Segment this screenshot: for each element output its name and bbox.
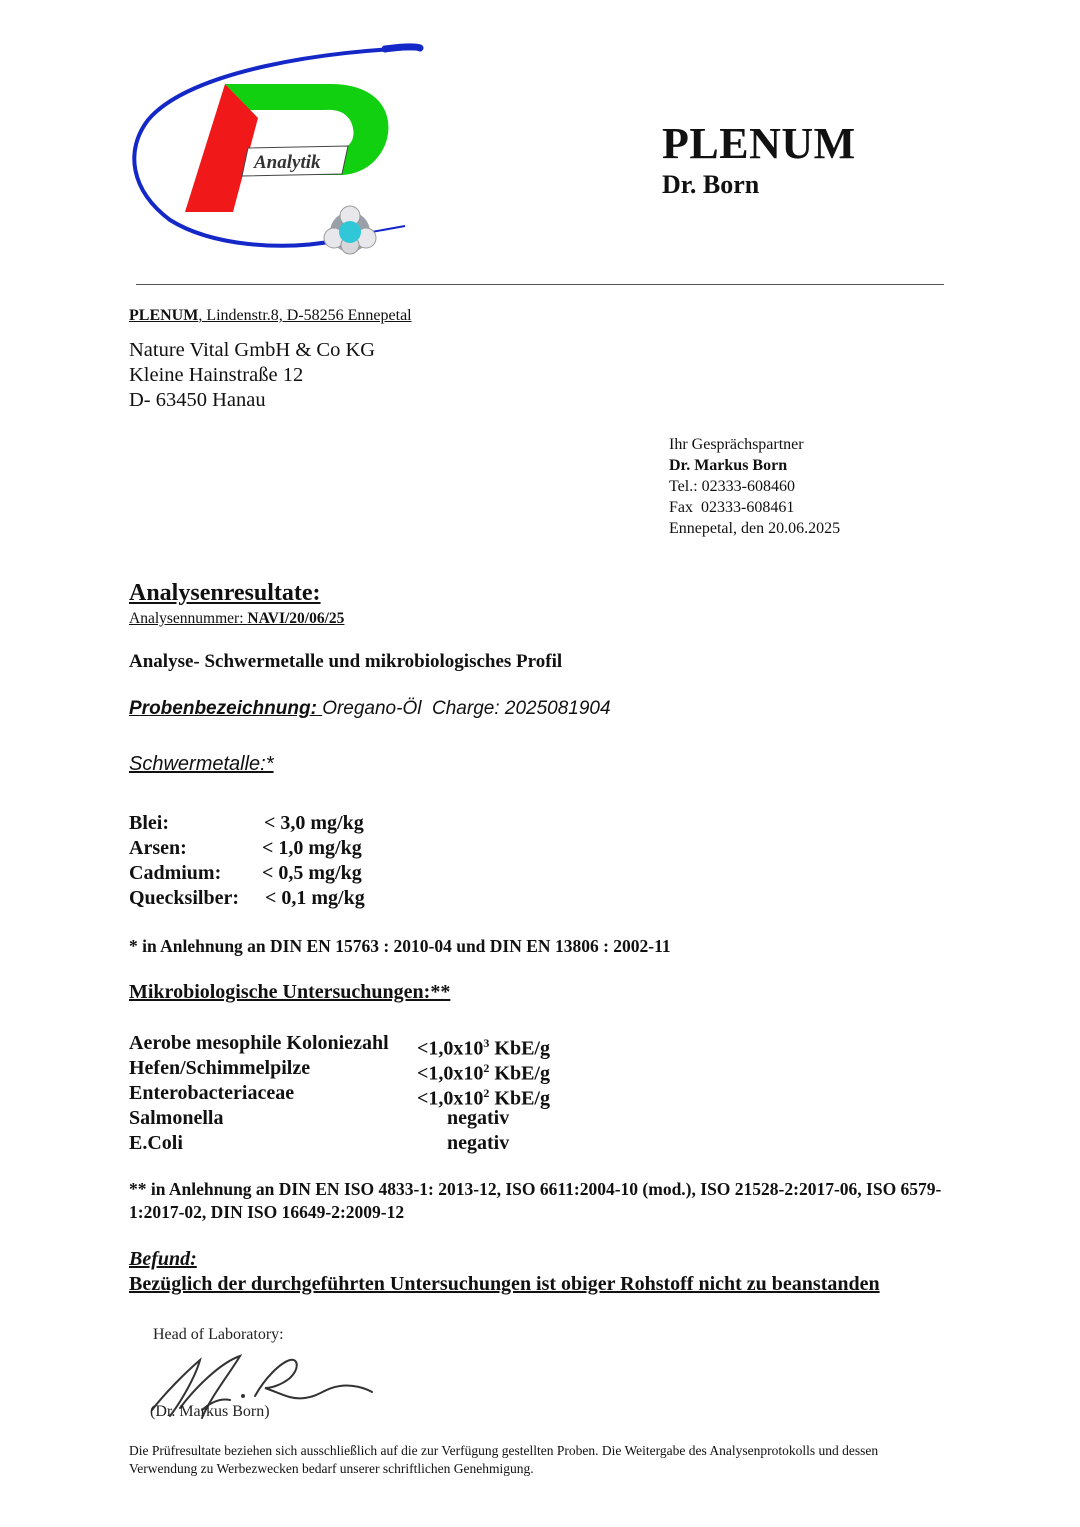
heavy-metal-value: < 0,1 mg/kg bbox=[265, 887, 365, 909]
sender-address-line bbox=[129, 307, 412, 325]
sample-label: Probenbezeichnung: bbox=[129, 698, 323, 719]
disclaimer-text: Die Prüfresultate beziehen sich ausschließlich auf die zur Verfügung gestellten Proben. Die Weitergabe des Analysenprotokolls und dessen Verwendung zu Werbezwecken bedarf unserer schriftlichen Genehmigung. bbox=[129, 1443, 879, 1476]
value-base: <1,0x10 bbox=[417, 1037, 484, 1060]
heavy-metal-label: Cadmium: bbox=[129, 862, 222, 884]
value-base: <1,0x10 bbox=[417, 1087, 484, 1110]
microbiology-label: Hefen/Schimmelpilze bbox=[129, 1057, 311, 1079]
signature-role: Head of Laboratory: bbox=[153, 1326, 284, 1343]
sample-designation bbox=[129, 698, 611, 720]
company-name: PLENUM bbox=[662, 119, 856, 168]
heavy-metal-value: < 1,0 mg/kg bbox=[262, 837, 362, 859]
microbiology-footnote: ** in Anlehnung an DIN EN ISO 4833-1: 2013-12, ISO 6611:2004-10 (mod.), ISO 21528-2:2017-06, ISO 6579-1:2017-02, DIN ISO 16649-2:2009-12 bbox=[129, 1179, 942, 1222]
value-unit: KbE/g bbox=[489, 1062, 550, 1085]
microbiology-result: negativ bbox=[447, 1107, 510, 1129]
heavy-metal-label: Quecksilber: bbox=[129, 887, 239, 909]
analysis-number-value: NAVI/20/06/25 bbox=[247, 610, 345, 627]
microbiology-heading: Mikrobiologische Untersuchungen:** bbox=[129, 981, 451, 1003]
recipient-line-2: Kleine Hainstraße 12 bbox=[129, 364, 304, 386]
heavy-metal-value: < 0,5 mg/kg bbox=[262, 862, 362, 884]
value-exponent: 3 bbox=[483, 1036, 490, 1050]
analysis-title: Analysenresultate: bbox=[129, 580, 321, 606]
company-subtitle: Dr. Born bbox=[662, 170, 760, 199]
recipient-address bbox=[129, 338, 375, 413]
value-exponent: 2 bbox=[483, 1061, 490, 1075]
heavy-metals-heading: Schwermetalle:* bbox=[129, 753, 274, 775]
value-unit: KbE/g bbox=[489, 1037, 550, 1060]
sample-value: Oregano-Öl Charge: 2025081904 bbox=[322, 698, 611, 719]
microbiology-label: Salmonella bbox=[129, 1107, 224, 1129]
analysis-number-line bbox=[129, 610, 344, 628]
value-unit: KbE/g bbox=[489, 1087, 550, 1110]
plenum-analytik-logo bbox=[130, 40, 430, 265]
contact-name: Dr. Markus Born bbox=[669, 457, 788, 474]
value-exponent: 2 bbox=[483, 1086, 490, 1100]
microbiology-result: negativ bbox=[447, 1132, 510, 1154]
heavy-metal-label: Arsen: bbox=[129, 837, 187, 859]
microbiology-label: E.Coli bbox=[129, 1132, 183, 1154]
sender-address: , Lindenstr.8, D-58256 Ennepetal bbox=[198, 307, 412, 324]
heavy-metal-value: < 3,0 mg/kg bbox=[264, 812, 364, 834]
contact-block bbox=[669, 434, 840, 539]
header-divider bbox=[136, 284, 944, 285]
microbiology-label: Enterobacteriaceae bbox=[129, 1082, 295, 1104]
heavy-metal-label: Blei: bbox=[129, 812, 169, 834]
recipient-line-1: Nature Vital GmbH & Co KG bbox=[129, 339, 376, 361]
sender-name: PLENUM bbox=[129, 307, 199, 324]
recipient-line-3: D- 63450 Hanau bbox=[129, 389, 266, 411]
analysis-subject: Analyse- Schwermetalle und mikrobiologisches Profil bbox=[129, 651, 563, 672]
contact-place-date: Ennepetal, den 20.06.2025 bbox=[669, 520, 841, 537]
finding-text: Bezüglich der durchgeführten Untersuchungen ist obiger Rohstoff nicht zu beanstanden bbox=[129, 1273, 880, 1295]
value-base: <1,0x10 bbox=[417, 1062, 484, 1085]
finding-label: Befund: bbox=[129, 1248, 197, 1270]
contact-tel: Tel.: 02333-608460 bbox=[669, 478, 795, 495]
contact-fax: Fax 02333-608461 bbox=[669, 499, 795, 516]
analysis-number-label: Analysennummer: bbox=[129, 610, 248, 627]
logo-text: Analytik bbox=[254, 152, 321, 173]
signer-name: (Dr. Markus Born) bbox=[150, 1403, 270, 1420]
heavy-metals-footnote: * in Anlehnung an DIN EN 15763 : 2010-04 und DIN EN 13806 : 2002-11 bbox=[129, 936, 671, 956]
microbiology-label: Aerobe mesophile Koloniezahl bbox=[129, 1032, 389, 1054]
contact-label: Ihr Gesprächspartner bbox=[669, 436, 804, 453]
